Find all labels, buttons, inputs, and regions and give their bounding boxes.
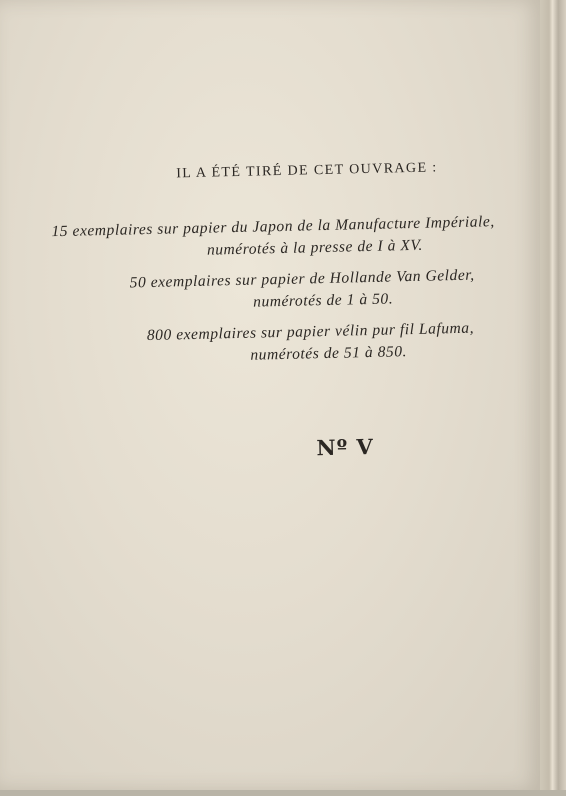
edition-line-2-numbering: numérotés de 1 à 50. [252, 290, 394, 311]
page-edge [540, 0, 566, 790]
edition-line-1: 15 exemplaires sur papier du Japon de la Manufacture Impériale, [51, 213, 495, 241]
edition-line-3-numbering: numérotés de 51 à 850. [250, 343, 408, 364]
edition-line-3: 800 exemplaires sur papier vélin pur fil Lafuma, [146, 319, 475, 345]
copy-number: Nº V [316, 433, 375, 461]
page-heading: IL A ÉTÉ TIRÉ DE CET OUVRAGE : [176, 160, 438, 182]
edition-line-2: 50 exemplaires sur papier de Hollande Van Gelder, [129, 266, 475, 292]
edition-line-1-numbering: numérotés à la presse de I à XV. [206, 236, 424, 259]
